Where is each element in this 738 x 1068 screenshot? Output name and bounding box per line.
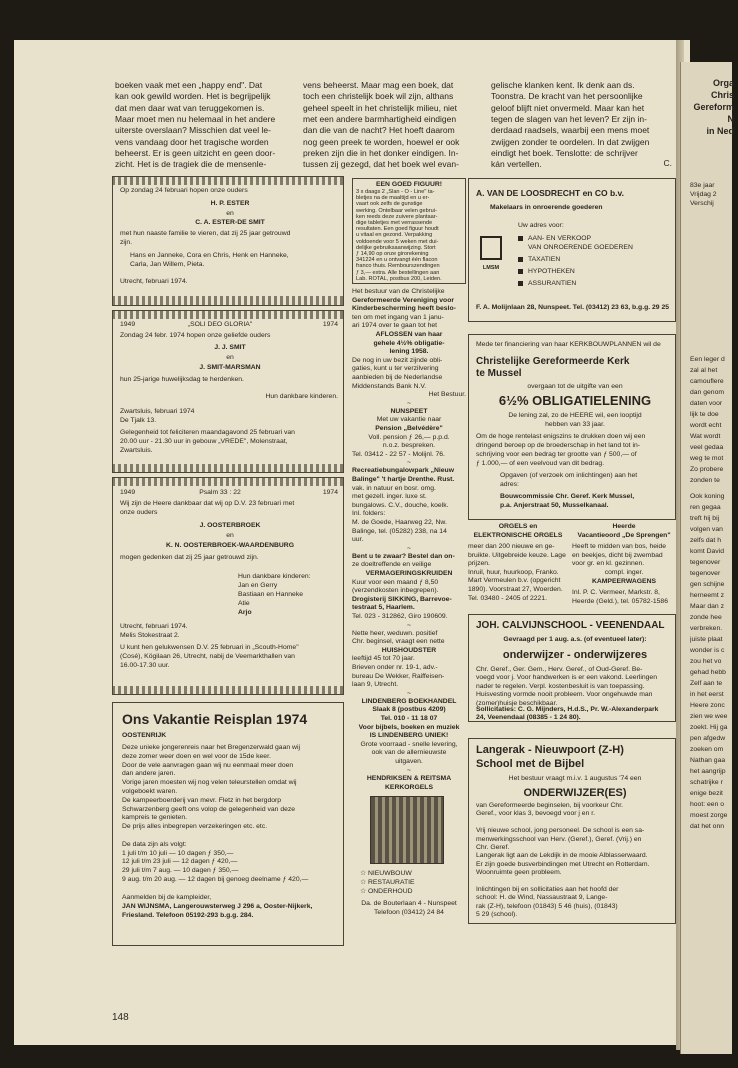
- text-line: 24, Veenendaal (08385 - 1 24 80).: [476, 714, 581, 721]
- text-line: Zwartsluis, februari 1974: [120, 408, 195, 415]
- classified-line: NUNSPEET: [390, 407, 428, 415]
- article-line: geloof blijft niet onvermeld. Maar kan het: [491, 102, 645, 113]
- classified-line: Tel. 03412 - 22 57 - Molijnl. 76.: [352, 450, 445, 458]
- heerde-line: voor gr. en kl. gezinnen.: [572, 560, 645, 568]
- ad1-bottom-border: [112, 296, 344, 305]
- figuur-line: delijke gebruiksaanwijzing. Stort: [356, 244, 436, 251]
- text-line: Utrecht, februari 1974.: [120, 623, 188, 630]
- classified-line: Balinge" 't hartje Drenthe. Rust.: [352, 476, 455, 483]
- text-line: adres:: [500, 481, 519, 488]
- text-line: Op zondag 24 februari hopen onze ouders: [120, 187, 248, 194]
- next-page-line: tegenover: [690, 570, 721, 577]
- next-page-line: dat het onn: [690, 823, 725, 830]
- vakantie-subtitle: OOSTENRIJK: [122, 732, 167, 739]
- article-line: preken zijn die in het donker eindigen. In-: [303, 147, 459, 158]
- lmsm-logo-text: LMSM: [482, 265, 500, 271]
- ad2-bottom-border: [112, 464, 344, 473]
- text-line: Zwartsluis.: [120, 447, 153, 454]
- langerak-line: Langerak ligt aan de Lekdijk in de mooie Alblasserwaard.: [476, 852, 648, 860]
- langerak-vacancy: ONDERWIJZER(ES): [523, 787, 627, 799]
- text-line: Bastiaan en Hanneke: [238, 591, 303, 598]
- classified-line: ~: [407, 689, 411, 697]
- orgels-line: Tel. 03480 - 2405 of 2221.: [468, 594, 547, 602]
- article-line: kán vertellen.: [491, 159, 542, 170]
- vakantie-line: Schwarzenberg geeft ons volop de gelegenheid van deze: [122, 805, 296, 813]
- figuur-line: 3 x daags 2 „Slan - O - Line" ta-: [356, 189, 435, 195]
- figuur-line: voldoende voor 5 weken met dui-: [356, 238, 439, 245]
- next-page-line: komt David: [690, 548, 724, 555]
- figuur-line: bletjes na de maaltijd en u er-: [356, 195, 430, 202]
- next-page-heading: Chris: [710, 90, 734, 100]
- vakantie-line: 12 juli t/m 23 juli — 12 dagen ƒ 420,—: [122, 858, 238, 866]
- next-page-line: schatrijke r: [690, 779, 723, 786]
- classified-line: Balinge, tel. (05282) 238, na 14: [352, 527, 447, 535]
- classified-line: ~: [407, 766, 411, 774]
- langerak-line: Er zijn goede busverbindingen met Utrecht en Rotterdam.: [476, 860, 650, 868]
- text-line: Opgaven (of verzoek om inlichtingen) aan het: [500, 472, 638, 479]
- next-page-heading: N: [727, 114, 734, 124]
- text-line: Bouwcommissie Chr. Geref. Kerk Mussel,: [500, 493, 635, 500]
- kerk-obligatielening: 6½% OBLIGATIELENING: [498, 393, 652, 408]
- article-line: vens vandaag door het tragische worden: [115, 136, 269, 147]
- text-line: 1949: [120, 489, 136, 496]
- orgels-line: meer dan 200 nieuwe en ge-: [468, 543, 555, 550]
- vakantie-line: kampreis te genieten.: [122, 814, 187, 822]
- next-page-line: verbreken.: [690, 625, 723, 632]
- classified-line: Slaak 8 (postbus 4209): [372, 706, 446, 714]
- next-page-line: pen afgedw: [690, 735, 726, 742]
- classified-line: Grote voorraad - snelle levering,: [360, 740, 458, 748]
- calvijn-line: voegd voor j. Voor handwerken is er een vakond. Leerlingen: [476, 674, 657, 682]
- article-line: tegen de slagen van het leven? Er zijn in-: [491, 113, 647, 124]
- classified-line: De nog in uw bezit zijnde obli-: [352, 356, 443, 364]
- next-page-meta: 83e jaar: [690, 182, 715, 189]
- hendriksen-address: Da. de Bouterlaan 4 - Nunspeet: [361, 900, 457, 907]
- ad3-bottom-border: [112, 686, 344, 695]
- ad1-name-2: C. A. ESTER-DE SMIT: [195, 219, 265, 226]
- text-line: Zondag 24 febr. 1974 hopen onze geliefde ouders: [120, 332, 271, 339]
- loosdrecht-title: A. VAN DE LOOSDRECHT en CO b.v.: [476, 188, 624, 198]
- langerak-line: school: H. de Wind, Nassaustraat 9, Lange-: [476, 894, 608, 902]
- article-line: nog geen preek te worden, hoewel er ook: [303, 136, 460, 147]
- text-line: schrijving voor een bedrag ter grootte van ƒ 500,— of: [476, 451, 637, 458]
- hendriksen-title: HENDRIKSEN & REITSMA: [366, 775, 452, 782]
- kerk-line: hebben van 33 jaar.: [545, 421, 605, 428]
- ad3-name-1: J. OOSTERBROEK: [199, 522, 261, 529]
- text-line: Hun dankbare kinderen:: [238, 573, 311, 580]
- ad1-en: en: [226, 210, 234, 217]
- kerk-line: De lening zal, zo de HEERE wil, een looptijd: [508, 412, 642, 419]
- next-page-line: daten voor: [690, 400, 723, 407]
- vakantie-line: Vorige jaren moesten wij nog velen teleurstellen omdat wij: [122, 779, 297, 787]
- langerak-line: Inlichtingen bij en sollicitaties aan het hoofd der: [476, 886, 619, 893]
- article-line: dan die van de nacht? Het hoeft daarom: [303, 125, 455, 136]
- heerde-line: Heerde (Geld.), tel. 05782-1586: [572, 597, 668, 605]
- vakantie-line: De kampeerboerderij van mevr. Fletz in het bergdorp: [122, 796, 282, 804]
- loosdrecht-service: ASSURANTIEN: [518, 280, 674, 289]
- article-line: vens beheerst. Maar mag een boek, dat: [303, 80, 454, 90]
- classified-line: Brieven onder nr. 19-1, adv.-: [352, 664, 438, 671]
- classified-line: HUISHOUDSTER: [381, 646, 437, 654]
- orgels-line: Inruil, huur, huurkoop, Franko.: [468, 568, 559, 576]
- langerak-line: 5 29 (school).: [476, 911, 518, 919]
- heerde-subtitle: Vacantieoord „De Sprengen": [577, 532, 671, 539]
- vakantie-line: Deze unieke jongerenreis naar het Bregenzerwald gaan wij: [122, 744, 300, 751]
- heerde-kampeerwagens: KAMPEERWAGENS: [591, 578, 657, 585]
- figuur-line: ƒ 3,— extra. Alle bestellingen aan: [356, 269, 440, 276]
- text-line: Utrecht, februari 1974.: [120, 278, 188, 285]
- langerak-line: rak (Z-H), telefoon (01843) 5 46 (huis), (01843): [476, 902, 618, 910]
- heerde-line: Heeft te midden van bos, heide: [572, 543, 667, 550]
- heerde-line: Inl. P. C. Vermeer, Markstr. 8,: [572, 589, 660, 596]
- vakantie-line: Door de vele aanvragen gaan wij nu eenmaal meer doen: [122, 761, 294, 769]
- church-organ-photo: [370, 796, 444, 864]
- classified-line: uitgaven.: [395, 758, 423, 765]
- next-page-line: Zo probere: [690, 466, 724, 473]
- next-page-line: enige bezit: [690, 790, 723, 797]
- vakantie-line: deze zomer weer doen en wel voor de 15de keer.: [122, 752, 271, 760]
- orgels-line: Mart Vermeulen b.v. (opgericht: [468, 577, 561, 585]
- classified-line: Met uw vakantie naar: [376, 416, 442, 424]
- next-page-line: lijk te doe: [690, 411, 719, 418]
- article-line: derdaad raadsels, waarbij een mens moet: [491, 125, 650, 136]
- calvijn-title: JOH. CALVIJNSCHOOL - VEENENDAAL: [476, 620, 665, 631]
- hendriksen-subtitle: KERKORGELS: [385, 784, 433, 791]
- vakantie-line: volgeboekt waren.: [122, 788, 178, 795]
- classified-line: bureau De Wekker, Raiffeisen-: [352, 672, 445, 680]
- ad2-name-1: J. J. SMIT: [214, 344, 246, 351]
- classified-line: lening 1958.: [389, 348, 429, 356]
- figuur-title: EEN GOED FIGUUR!: [375, 181, 443, 188]
- vakantie-line: 29 juli t/m 7 aug. — 10 dagen ƒ 350,—: [122, 867, 239, 875]
- calvijn-line: (zomer)huisje beschikbaar.: [476, 699, 558, 707]
- next-page-line: zal al het: [690, 367, 718, 374]
- langerak-subtitle: School met de Bijbel: [476, 758, 585, 770]
- classified-line: ten om met ingang van 1 janu-: [352, 313, 444, 321]
- classified-line: Tel. 010 - 11 18 07: [380, 715, 438, 722]
- classified-line: aanbieden bij de Nederlandse: [352, 374, 443, 381]
- article-line: dat men daar wat van teruggekomen is.: [115, 102, 265, 113]
- next-page-line: camouflere: [690, 378, 724, 385]
- article-line: boeken vaak met een „happy end". Dat: [115, 80, 263, 90]
- figuur-line: vaart ook zelfs de gunstige: [356, 201, 423, 208]
- vakantie-line: Aanmelden bij de kampleider,: [122, 893, 212, 901]
- ad2-motto: „SOLI DEO GLORIA": [187, 321, 253, 328]
- bullet-icon: [518, 281, 523, 286]
- classified-line: AFLOSSEN van haar: [375, 331, 443, 338]
- classified-line: VERMAGERINGSKRUIDEN: [365, 570, 453, 577]
- classified-line: IS LINDENBERG UNIEK!: [369, 732, 449, 740]
- loosdrecht-service: VAN ONROERENDE GOEDEREN: [528, 244, 633, 251]
- text-line: Hans en Janneke, Cora en Chris, Henk en Hanneke,: [130, 252, 289, 259]
- figuur-line: dige tabletjes met verrassende: [356, 220, 433, 226]
- article-line: zicht. Het is de tragiek die de mensenle-: [115, 159, 267, 170]
- langerak-line: menwerkingsschool van Herv. (Geref.), Geref. (Vrij.) en: [476, 835, 642, 843]
- vakantie-footer: JAN WIJNSMA, Langerouwsterweg J 296 a, Ooster-Nijkerk,: [122, 903, 313, 910]
- classified-line: ari 1974 over te gaan tot het: [352, 322, 438, 330]
- next-page-line: Heere zonc: [690, 702, 725, 709]
- text-line: Atie: [238, 600, 250, 607]
- next-page-line: moest zorge: [690, 812, 728, 819]
- next-page-line: dan genom: [690, 389, 725, 396]
- article-line: uiterste overslaan? Misschien dat veel le-: [115, 125, 271, 136]
- vakantie-line: De data zijn als volgt:: [122, 840, 187, 848]
- calvijn-subtitle: Gevraagd per 1 aug. a.s. (of eventueel later):: [503, 636, 647, 643]
- next-page-line: Maar dan z: [690, 603, 725, 610]
- classified-line: Voll. pension ƒ 26,— p.p.d.: [368, 433, 450, 441]
- next-page-line: Nathan gaa: [690, 757, 726, 764]
- langerak-line: Woonruimte geen probleem.: [476, 869, 562, 877]
- vakantie-line: De prijs alles inbegrepen verzekeringen etc. etc.: [122, 823, 268, 831]
- classified-line: ze doeltreffende en veilige: [352, 561, 432, 569]
- classified-line: LINDENBERG BOEKHANDEL: [361, 697, 457, 705]
- text-line: hun 25-jarige huwelijksdag te herdenken.: [120, 376, 244, 383]
- next-page-line: gehad hebb: [690, 669, 726, 676]
- next-page-line: treft hij bij: [690, 515, 720, 522]
- classified-line: Kuur voor een maand ƒ 8,50: [352, 578, 439, 586]
- article-signature: C.: [663, 158, 672, 168]
- classified-line: Het Bestuur.: [428, 391, 466, 399]
- classified-line: gehele 4½% obligatie-: [373, 339, 445, 347]
- classified-line: Nette heer, weduwn. positief: [352, 629, 438, 637]
- next-page-line: Een leger d: [690, 356, 725, 363]
- ad3-name-2: K. N. OOSTERBROEK-WAARDENBURG: [165, 542, 294, 549]
- calvijn-line: nader te regelen. Verpl. kostenbesluit is van toepassing.: [476, 682, 645, 690]
- orgels-line: prijzen.: [468, 560, 490, 568]
- next-page-meta: Vrijdag 2: [690, 191, 717, 198]
- vakantie-title: Ons Vakantie Reisplan 1974: [122, 711, 308, 727]
- classified-line: Pension „Belvédère": [375, 425, 443, 432]
- next-page-line: ren gegaa: [690, 504, 721, 511]
- calvijn-vacancy: onderwijzer - onderwijzeres: [502, 649, 648, 661]
- langerak-line: Vrij nieuwe school, jong personeel. De school is een sa-: [476, 827, 645, 835]
- loosdrecht-subtitle: Makelaars in onroerende goederen: [490, 204, 603, 211]
- kerk-subtitle: te Mussel: [476, 368, 522, 379]
- figuur-line: ƒ 14,90 op onze girorekening: [356, 251, 429, 257]
- classified-line: testraat 5, Haarlem.: [352, 604, 415, 612]
- article-line: Toonstra. De kracht van het persoonlijke: [491, 91, 643, 102]
- classified-line: leeftijd 45 tot 70 jaar.: [352, 655, 415, 663]
- text-line: onze ouders: [120, 509, 158, 516]
- text-line: mogen gedenken dat zij 25 jaar getrouwd zijn.: [120, 554, 259, 561]
- figuur-line: u vitaal en gezond. Verpakking: [356, 232, 433, 239]
- loosdrecht-service: TAXATIEN: [518, 256, 674, 265]
- article-line: eindigt het boek. Tenslotte: de schrijver: [491, 147, 638, 158]
- vakantie-line: 9 aug. t/m 20 aug. — 12 dagen bij genoeg deelname ƒ 420,—: [122, 876, 309, 883]
- text-line: ☆ ONDERHOUD: [360, 888, 413, 895]
- next-page-heading: Orga: [712, 78, 734, 88]
- figuur-line: Lab. ROTAL, postbus 200, Leiden.: [356, 275, 442, 282]
- text-line: ƒ 1.000,— of een veelvoud van dit bedrag.: [476, 460, 605, 467]
- next-page-line: het aangrijp: [690, 768, 726, 775]
- text-line: dringend beroep op de broederschap in het land tot in-: [476, 442, 640, 449]
- next-page-line: gen schijne: [690, 581, 725, 588]
- bullet-icon: [518, 269, 523, 274]
- text-line: U kunt hen gelukwensen D.V. 25 februari in „Scouth-Home": [120, 644, 299, 651]
- classified-line: n.o.z. bespreken.: [382, 442, 436, 450]
- classified-line: Middenstands Bank N.V.: [352, 382, 427, 390]
- heerde-line: en beekjes, dicht bij zwembad: [572, 551, 663, 559]
- classified-line: Drogisterij SIKKING, Barrevoe-: [352, 595, 452, 603]
- classified-line: Voor bijbels, boeken en muziek: [358, 723, 460, 731]
- langerak-line: Geref., voor klas 3, bevoegd voor j en r.: [476, 810, 596, 818]
- text-line: Wij zijn de Heere dankbaar dat wij op D.V. 23 februari met: [120, 500, 295, 507]
- text-line: Arjo: [238, 609, 252, 616]
- ad3-year: 1974: [322, 489, 338, 496]
- classified-line: Bent u te zwaar? Bestel dan on-: [352, 552, 455, 560]
- text-line: ☆ RESTAURATIE: [360, 879, 415, 886]
- next-page-line: in het eerst: [690, 691, 724, 698]
- hendriksen-phone: Telefoon (03412) 24 84: [374, 909, 444, 916]
- next-page-line: Ook koning: [690, 493, 725, 500]
- loosdrecht-service: AAN- EN VERKOOP: [518, 235, 674, 244]
- next-page-line: zoekt. Hij ga: [690, 724, 728, 731]
- next-page-meta: Verschij: [690, 200, 714, 207]
- article-line: beheerst. Er is geen uitzicht en geen door-: [115, 147, 276, 158]
- classified-line: M. de Goede, Haarweg 22, Nw.: [352, 519, 447, 526]
- vakantie-line: dan andere jaren.: [122, 770, 176, 778]
- text-line: 1949: [120, 321, 136, 328]
- lmsm-logo-icon: [480, 236, 502, 260]
- calvijn-line: Huisvesting vormde nooit probleem. Voor ongehuwde man: [476, 691, 653, 699]
- bullet-icon: [518, 257, 523, 262]
- ad2-en: en: [226, 354, 234, 361]
- article-line: geheel speelt in het christelijk milieu, niet: [303, 102, 458, 113]
- text-line: Om de hoge rentelast enigszins te drukken doen wij een: [476, 433, 646, 440]
- article-line: gelische klanken kent. Ik denk aan ds.: [491, 80, 635, 90]
- text-line: p.a. Anjerstraat 50, Musselkanaal.: [500, 502, 609, 509]
- text-line: De Tjalk 13.: [120, 417, 157, 424]
- next-page-line: juiste plaat: [690, 636, 723, 643]
- kerk-line: overgaan tot de uitgifte van een: [527, 383, 623, 390]
- text-line: 20.00 uur - 21.30 uur in gebouw „VREDE", Molenstraat,: [120, 438, 288, 445]
- article-line: toch een christelijk boek wil zijn, althans: [303, 91, 454, 102]
- figuur-line: franco thuis. Rembourszendingen: [356, 263, 440, 270]
- next-page-line: tegenover: [690, 559, 721, 566]
- classified-line: Kinderbescherming heeft beslo-: [352, 305, 456, 313]
- figuur-line: werking. Ontelbaar velen gebrui-: [356, 207, 437, 214]
- next-page-line: zien we wee: [690, 713, 728, 720]
- classified-line: met gezell. inger. luxe st.: [352, 493, 427, 501]
- article-line: tussen zij gezegd, dat het boek wel evan-: [303, 159, 459, 170]
- classified-line: ~: [407, 621, 411, 629]
- article-line: zwijgen zonder te oordelen. In dat zwijgen: [491, 136, 650, 147]
- classified-line: laan 9, Utrecht.: [352, 681, 399, 689]
- next-page-line: zoeken om: [690, 746, 724, 753]
- classified-line: Chr. beginsel, vraagt een nette: [352, 638, 445, 646]
- text-line: Carla, Jan Willem, Pieta.: [130, 261, 205, 268]
- ad3-en: en: [226, 532, 234, 539]
- classified-line: gaties, kunt u ter verzilvering: [352, 365, 439, 373]
- next-page-heading: Gereform: [693, 102, 734, 112]
- page-number: 148: [112, 1012, 129, 1023]
- next-page-line: volgen van: [690, 526, 723, 533]
- next-page-line: zonde hee: [690, 614, 722, 621]
- orgels-subtitle: ELEKTRONISCHE ORGELS: [473, 532, 563, 539]
- classified-line: uur.: [352, 536, 364, 544]
- figuur-line: 341224 en u ontvangt één flacon: [356, 257, 438, 264]
- langerak-intro: Het bestuur vraagt m.i.v. 1 augustus '74 een: [508, 775, 642, 782]
- next-page-line: Zelf aan te: [690, 680, 723, 687]
- classified-line: (verzendkosten inbegrepen).: [352, 587, 439, 595]
- classified-line: ~: [407, 544, 411, 552]
- text-line: 16.00-17.30 uur.: [120, 662, 170, 669]
- langerak-line: van Gereformeerde beginselen, bij voorkeur Chr.: [476, 802, 623, 809]
- loosdrecht-service: HYPOTHEKEN: [518, 268, 674, 277]
- kerk-title: Christelijke Gereformeerde Kerk: [476, 356, 630, 367]
- next-page-line: wordt echt: [690, 422, 722, 429]
- classified-line: ook van de allernieuwste: [371, 749, 447, 757]
- next-page-line: zonden te: [690, 477, 720, 484]
- langerak-title: Langerak - Nieuwpoort (Z-H): [476, 744, 624, 756]
- next-page-line: zou het vo: [690, 658, 722, 665]
- figuur-line: ken reeds deze zuivere plantaar-: [356, 213, 438, 220]
- orgels-line: 1890). Voorstraat 27, Woerden.: [468, 586, 563, 593]
- heerde-line: compl. inger.: [604, 569, 644, 576]
- classified-line: Inl. folders:: [352, 510, 386, 518]
- langerak-line: Chr. Geref.: [476, 844, 510, 851]
- classified-line: Het bestuur van de Christelijke: [352, 288, 445, 295]
- next-page-line: veel gedaa: [690, 444, 724, 451]
- text-line: Sollicitaties: C. G. Mijnders, H.d.S., Pr. W.-Alexanderpark: [476, 706, 659, 713]
- classified-line: ~: [407, 459, 411, 467]
- text-line: Uw adres voor:: [518, 222, 564, 229]
- ad1-name-1: H. P. ESTER: [210, 200, 250, 207]
- article-line: kan ook gewild worden. Het is begrijpelijk: [115, 91, 271, 102]
- classified-line: ~: [407, 399, 411, 407]
- classified-line: bungalows. C.V., douche, koelk.: [352, 501, 449, 509]
- text-line: Mede ter financiering van haar KERKBOUWPLANNEN wil de: [476, 341, 661, 348]
- classified-line: Recreatiebungalowpark „Nieuw: [352, 467, 454, 475]
- text-line: Gelegenheid tot feliciteren maandagavond 25 februari van: [120, 429, 295, 436]
- classified-line: Gereformeerde Vereniging voor: [352, 296, 454, 304]
- ad2-year: 1974: [322, 321, 338, 328]
- ad3-psalm: Psalm 33 : 22: [199, 489, 241, 496]
- next-page-edge: [680, 62, 732, 1054]
- text-line: met hun naaste familie te vieren, dat zij 25 jaar getrouwd: [120, 230, 291, 237]
- orgels-line: bruikte. Uitgebreide keuze. Lage: [468, 551, 566, 559]
- text-line: Jan en Gerry: [238, 582, 278, 589]
- article-line: Maar moet men nu helemaal in het andere: [115, 113, 276, 124]
- classified-line: Tel. 023 - 312862, Giro 190609.: [352, 613, 448, 620]
- bullet-icon: [518, 236, 523, 241]
- article-line: met een andere barmhartigheid eindigen: [303, 113, 457, 124]
- classified-line: vak. in natuur en bosr. omg.: [352, 484, 436, 492]
- text-line: Melis Stokestraat 2.: [120, 632, 180, 639]
- text-line: (Cosé), Kögilaan 26, Utrecht, nabij de Veemarkthallen van: [120, 653, 295, 660]
- ad2-signature: Hun dankbare kinderen.: [265, 393, 338, 400]
- text-line: zijn.: [120, 239, 133, 246]
- orgels-title: ORGELS en: [498, 523, 538, 530]
- vakantie-footer: Friesland. Telefoon 05192-293 b.g.g. 284.: [122, 912, 254, 919]
- next-page-line: weg te mot: [690, 455, 724, 462]
- next-page-line: Wat wordt: [690, 433, 721, 440]
- figuur-line: resultaten. Een goed figuur houdt: [356, 226, 439, 233]
- ad2-name-2: J. SMIT-MARSMAN: [199, 364, 261, 371]
- calvijn-line: Chr. Geref., Ger. Gem., Herv. Geref., of Oud-Geref. Be-: [476, 666, 643, 673]
- vakantie-line: 1 juli t/m 10 juli — 10 dagen ƒ 350,—: [122, 849, 234, 857]
- heerde-title: Heerde: [612, 523, 636, 530]
- next-page-line: hoot: een o: [690, 801, 725, 808]
- next-page-line: zelfs dat h: [690, 537, 721, 544]
- next-page-line: herneemt z: [690, 592, 725, 599]
- next-page-heading: in Ned: [706, 126, 734, 136]
- text-line: ☆ NIEUWBOUW: [360, 870, 412, 877]
- next-page-line: wonder is c: [690, 647, 725, 654]
- loosdrecht-address: F. A. Molijnlaan 28, Nunspeet. Tel. (03412) 23 63, b.g.g. 29 25: [476, 304, 670, 311]
